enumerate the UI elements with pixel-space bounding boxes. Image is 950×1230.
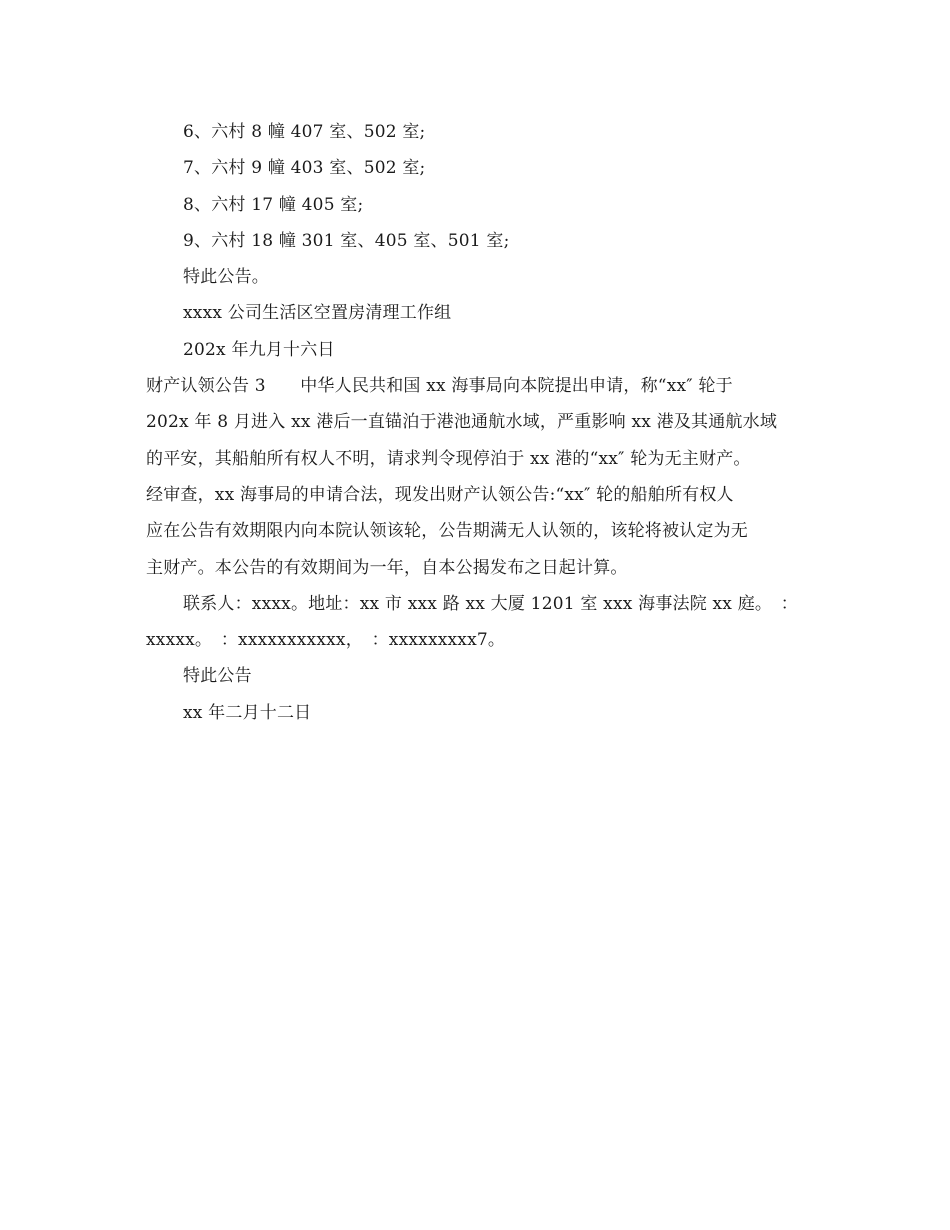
text-line: 9、六村 18 幢 301 室、405 室、501 室; <box>183 230 510 251</box>
document-body <box>146 114 806 731</box>
text-line: 应在公告有效期限内向本院认领该轮，公告期满无人认领的，该轮将被认定为无 <box>146 521 748 542</box>
text-line: 202x 年 8 月进入 xx 港后一直锚泊于港池通航水域，严重影响 xx 港及其通航水域 <box>146 412 778 433</box>
text-line: 7、六村 9 幢 403 室、502 室; <box>183 158 426 179</box>
closing-line: 特此公告。 <box>183 267 269 288</box>
signature-line: xxxx 公司生活区空置房清理工作组 <box>183 303 452 324</box>
text-line: 财产认领公告 3 中华人民共和国 xx 海事局向本院提出申请，称“xx″ 轮于 <box>146 376 733 397</box>
text-line: 的平安，其船舶所有权人不明，请求判令现停泊于 xx 港的“xx″ 轮为无主财产。 <box>146 448 751 469</box>
text-line: 8、六村 17 幢 405 室; <box>183 194 364 215</box>
contact-line: xxxxx。 ：xxxxxxxxxxx， ：xxxxxxxxx7。 <box>146 630 506 651</box>
closing-line: 特此公告 <box>183 666 252 687</box>
date-line: xx 年二月十二日 <box>183 702 312 723</box>
text-line: 6、六村 8 幢 407 室、502 室; <box>183 122 426 142</box>
date-line: 202x 年九月十六日 <box>183 339 335 360</box>
text-line: 主财产。本公告的有效期间为一年，自本公揭发布之日起计算。 <box>146 557 628 578</box>
text-line: 经审查，xx 海事局的申请合法，现发出财产认领公告:“xx″ 轮的船舶所有权人 <box>146 484 734 505</box>
contact-line: 联系人：xxxx。地址：xx 市 xxx 路 xx 大厦 1201 室 xxx 海事法院 xx 庭。 ： <box>183 593 799 614</box>
